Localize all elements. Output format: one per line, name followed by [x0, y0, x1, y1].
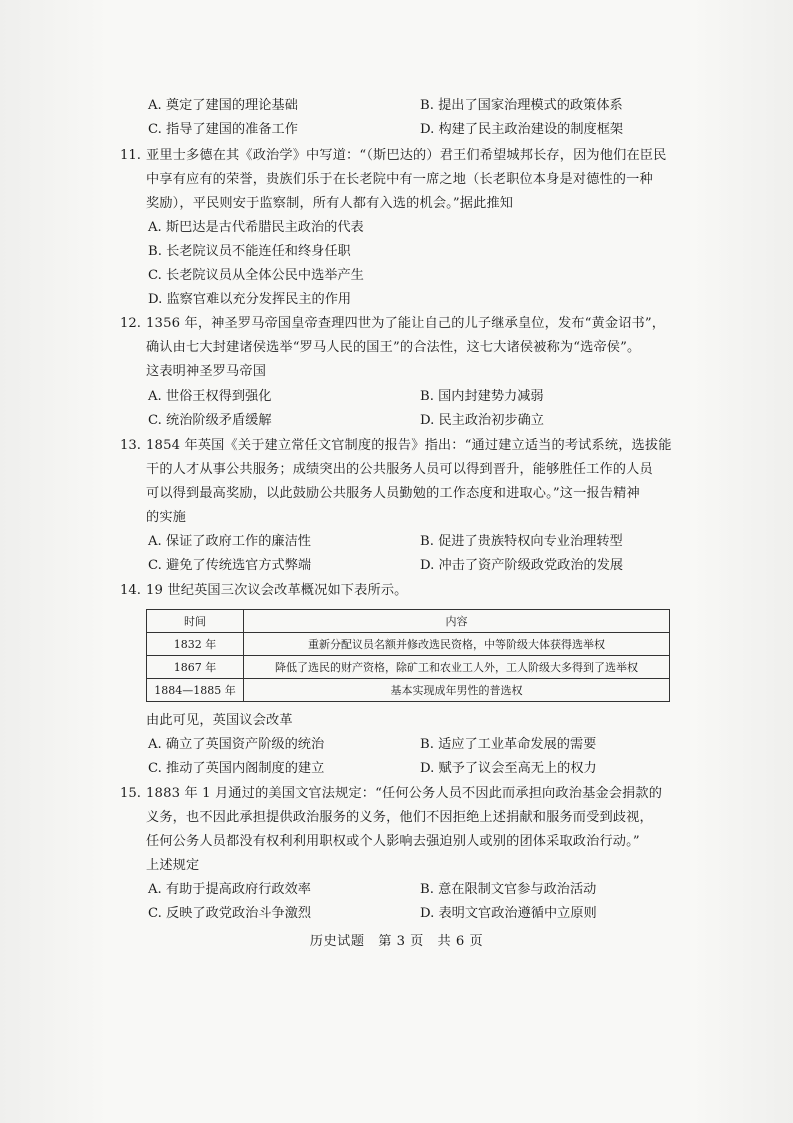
- q15-option-d: D. 表明文官政治遵循中立原则: [420, 906, 597, 921]
- q15-stem-line4: 上述规定: [146, 858, 200, 873]
- q11-option-c: C. 长老院议员从全体公民中选举产生: [148, 268, 364, 283]
- q13-option-d: D. 冲击了资产阶级政党政治的发展: [420, 558, 624, 573]
- table-row: [147, 656, 670, 679]
- table-cell-time: 1884—1885 年: [147, 679, 244, 702]
- table-header-time: 时间: [147, 610, 244, 633]
- q14-option-d: D. 赋予了议会至高无上的权力: [420, 761, 597, 776]
- table-row: [147, 679, 670, 702]
- q13-number: 13.: [120, 438, 141, 453]
- q11-option-b: B. 长老院议员不能连任和终身任职: [148, 244, 351, 259]
- q12-stem-line3: 这表明神圣罗马帝国: [146, 364, 267, 379]
- table-cell-content: 重新分配议员名额并修改选民资格，中等阶级大体获得选举权: [244, 633, 670, 656]
- q15-option-c: C. 反映了政党政治斗争激烈: [148, 906, 312, 921]
- q11-stem-line3: 奖励），平民则安于监察制，所有人都有入选的机会。”据此推知: [146, 196, 514, 211]
- q13-stem-line3: 可以得到最高奖励，以此鼓励公共服务人员勤勉的工作态度和进取心。”这一报告精神: [146, 486, 640, 501]
- q14-stem-line1: 19 世纪英国三次议会改革概况如下表所示。: [146, 583, 408, 598]
- q15-option-a: A. 有助于提高政府行政效率: [148, 882, 311, 897]
- table-row: [147, 633, 670, 656]
- q15-stem-line3: 任何公务人员都没有权利利用职权或个人影响去强迫别人或别的团体采取政治行动。”: [146, 834, 640, 849]
- q12-option-a: A. 世俗王权得到强化: [148, 389, 272, 404]
- q15-stem-line2: 义务，也不因此承担提供政治服务的义务，他们不因拒绝上述捐献和服务而受到歧视，: [146, 810, 653, 825]
- table-cell-content: 基本实现成年男性的普选权: [244, 679, 670, 702]
- q14-stem-line2: 由此可见，英国议会改革: [146, 713, 293, 728]
- q10-option-d: D. 构建了民主政治建设的制度框架: [420, 122, 624, 137]
- q13-option-c: C. 避免了传统选官方式弊端: [148, 558, 312, 573]
- q15-stem-line1: 1883 年 1 月通过的美国文官法规定：“任何公务人员不因此而承担向政治基金会捐款的: [146, 786, 663, 801]
- q10-option-c: C. 指导了建国的准备工作: [148, 122, 298, 137]
- q13-stem-line4: 的实施: [146, 510, 187, 525]
- table-cell-time: 1832 年: [147, 633, 244, 656]
- q10-option-a: A. 奠定了建国的理论基础: [148, 98, 298, 113]
- q12-stem-line2: 确认由七大封建诸侯选举“罗马人民的国王”的合法性，这七大诸侯被称为“选帝侯”。: [146, 340, 641, 355]
- table-cell-time: 1867 年: [147, 656, 244, 679]
- q13-stem-line2: 干的人才从事公共服务；成绩突出的公共服务人员可以得到晋升，能够胜任工作的人员: [146, 462, 653, 477]
- q15-number: 15.: [120, 786, 141, 801]
- table-header-content: 内容: [244, 610, 670, 633]
- page-footer: 历史试题 第 3 页 共 6 页: [309, 934, 484, 949]
- q12-stem-line1: 1356 年，神圣罗马帝国皇帝查理四世为了能让自己的儿子继承皇位，发布“黄金诏书”，: [146, 316, 666, 331]
- q13-option-a: A. 保证了政府工作的廉洁性: [148, 534, 311, 549]
- q11-option-d: D. 监察官难以充分发挥民主的作用: [148, 292, 352, 307]
- q12-number: 12.: [120, 316, 141, 331]
- q14-option-c: C. 推动了英国内阁制度的建立: [148, 761, 325, 776]
- q11-option-a: A. 斯巴达是古代希腊民主政治的代表: [148, 220, 364, 235]
- q11-number: 11.: [120, 148, 141, 163]
- q14-number: 14.: [120, 583, 141, 598]
- q13-option-b: B. 促进了贵族特权向专业治理转型: [420, 534, 623, 549]
- q14-option-b: B. 适应了工业革命发展的需要: [420, 737, 597, 752]
- q13-stem-line1: 1854 年英国《关于建立常任文官制度的报告》指出：“通过建立适当的考试系统，选拔能: [146, 438, 672, 453]
- q11-stem-line2: 中享有应有的荣誉，贵族们乐于在长老院中有一席之地（长老职位本身是对德性的一种: [146, 172, 653, 187]
- reform-table: [146, 609, 670, 702]
- q12-option-d: D. 民主政治初步确立: [420, 413, 544, 428]
- q10-option-b: B. 提出了国家治理模式的政策体系: [420, 98, 623, 113]
- table-header-row: [147, 610, 670, 633]
- q12-option-c: C. 统治阶级矛盾缓解: [148, 413, 272, 428]
- q12-option-b: B. 国内封建势力减弱: [420, 389, 544, 404]
- q15-option-b: B. 意在限制文官参与政治活动: [420, 882, 597, 897]
- table-cell-content: 降低了选民的财产资格，除矿工和农业工人外，工人阶级大多得到了选举权: [244, 656, 670, 679]
- q11-stem-line1: 亚里士多德在其《政治学》中写道：“（斯巴达的）君王们希望城邦长存，因为他们在臣民: [146, 148, 667, 163]
- q14-option-a: A. 确立了英国资产阶级的统治: [148, 737, 325, 752]
